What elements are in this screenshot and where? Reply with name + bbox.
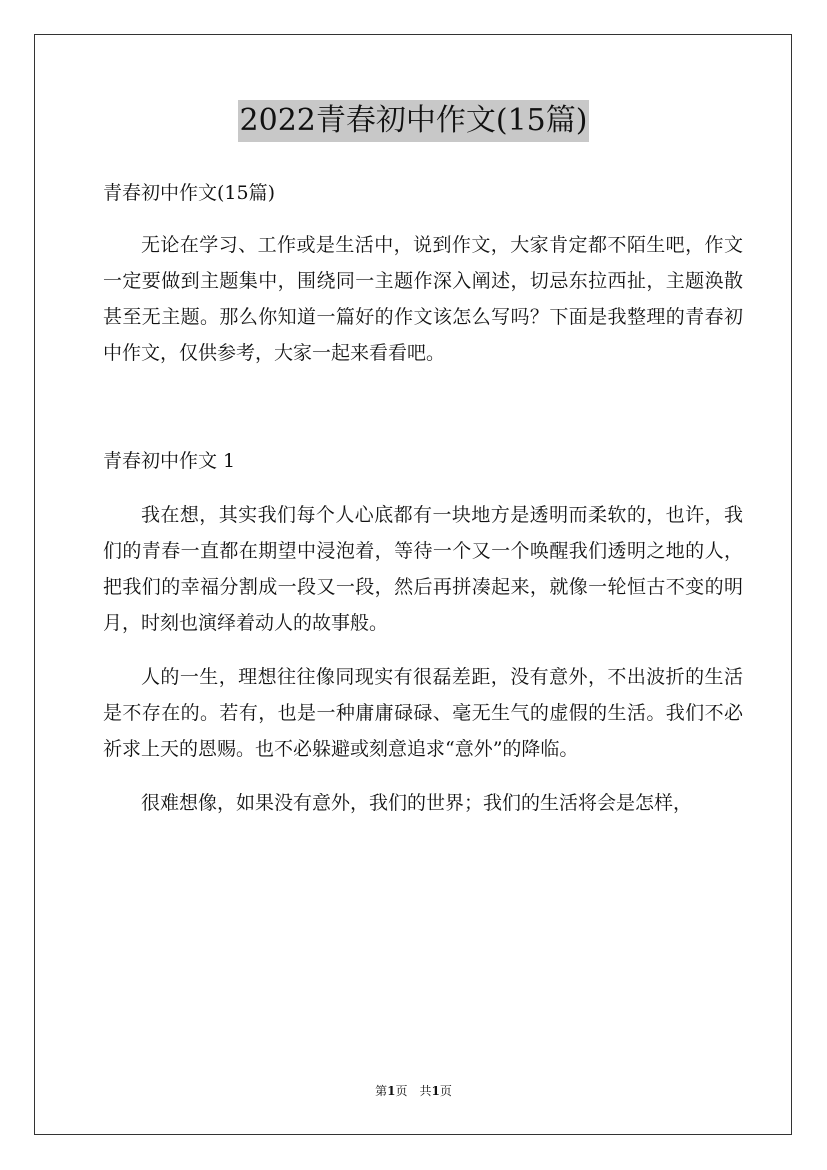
footer-suffix: 页 (439, 1084, 452, 1098)
footer-prefix: 第 (375, 1084, 388, 1098)
document-title: 2022青春初中作文(15篇) (238, 100, 590, 142)
section-heading: 青春初中作文 1 (103, 450, 236, 472)
section-spacer (103, 389, 743, 443)
footer-mid: 页 共 (395, 1084, 432, 1098)
intro-paragraph: 无论在学习、工作或是生活中，说到作文，大家肯定都不陌生吧，作文一定要做到主题集中，围绕同一主题作深入阐述，切忌东拉西扯，主题涣散甚至无主题。那么你知道一篇好的作文该怎么写吗？下面是我整理的青春初中作文，仅供参考，大家一起来看看吧。 (103, 234, 743, 364)
body-paragraph: 人的一生，理想往往像同现实有很磊差距，没有意外，不出波折的生活是不存在的。若有，也是一种庸庸碌碌、毫无生气的虚假的生活。我们不必祈求上天的恩赐。也不必躲避或刻意追求“意外”的降临。 (103, 666, 743, 760)
document-subtitle: 青春初中作文(15篇) (103, 182, 276, 204)
body-paragraph: 我在想，其实我们每个人心底都有一块地方是透明而柔软的，也许，我们的青春一直都在期望中浸泡着，等待一个又一个唤醒我们透明之地的人，把我们的幸福分割成一段又一段，然后再拼凑起来，就像一轮恒古不变的明月，时刻也演绎着动人的故事般。 (103, 504, 743, 634)
page-footer (0, 1083, 827, 1099)
footer-page-total: 1 (431, 1084, 440, 1098)
document-body (103, 175, 743, 839)
footer-page-current: 1 (387, 1084, 396, 1098)
body-paragraph: 很难想像，如果没有意外，我们的世界；我们的生活将会是怎样， (141, 792, 693, 814)
title-container (0, 100, 827, 142)
